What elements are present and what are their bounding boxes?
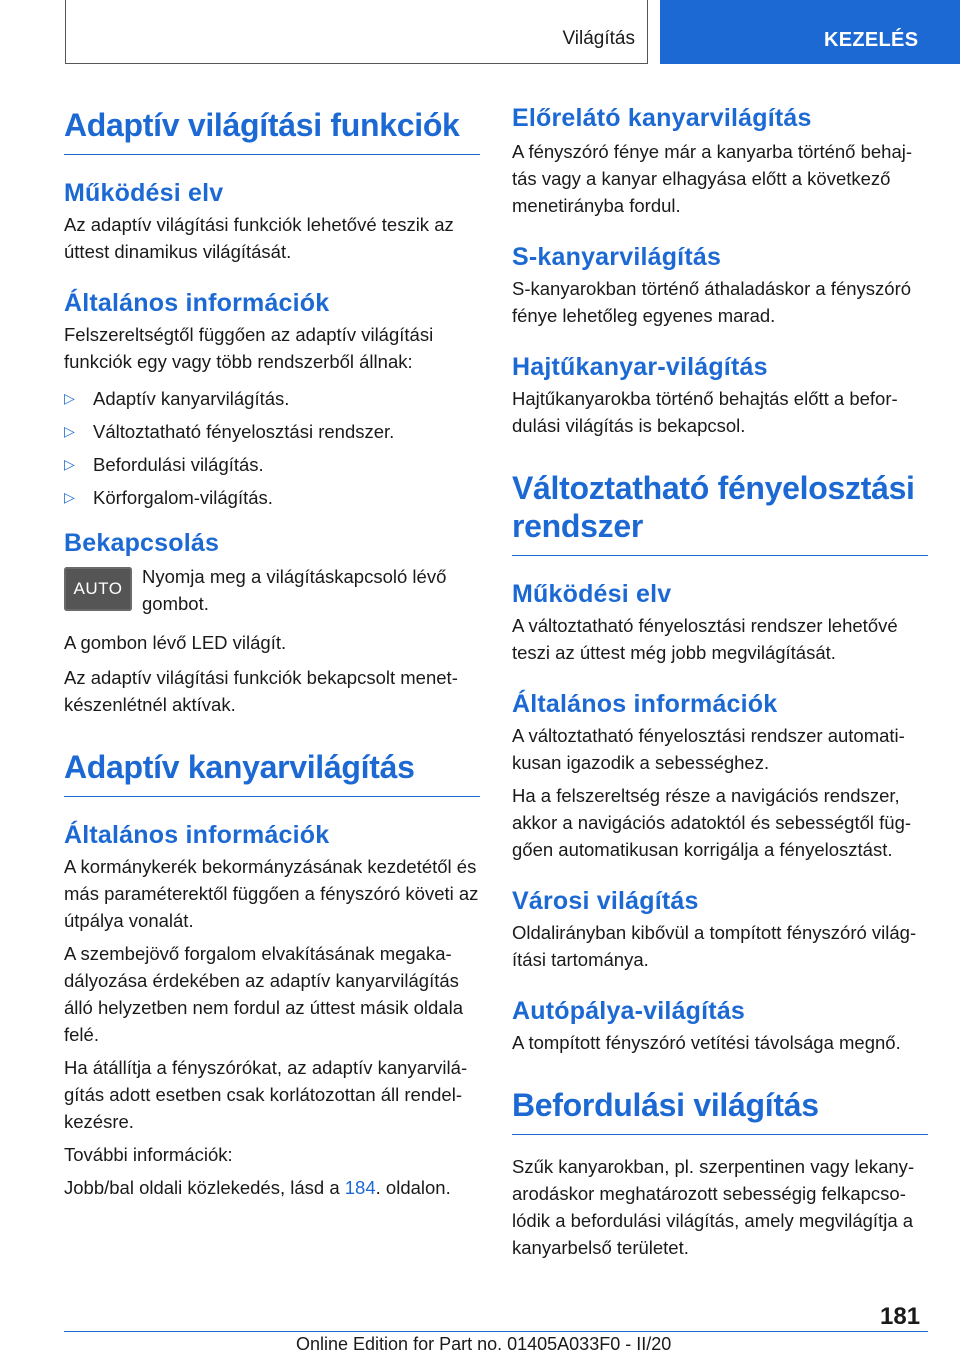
paragraph: A tompított fényszóró vetítési távolsága megnő.	[512, 1032, 901, 1053]
heading-general-info: Általános információk	[64, 289, 330, 317]
heading-general-info: Általános információk	[64, 821, 330, 849]
triangle-bullet-icon: ▷	[64, 390, 75, 406]
page-number: 181	[880, 1303, 921, 1330]
heading-working-principle: Működési elv	[64, 179, 224, 207]
paragraph: A változtatható fényelosztási rendszer automatikusan igazodik a sebességhez.	[512, 725, 905, 773]
paragraph: S-kanyarokban történő áthaladáskor a fényszóró fénye lehetőleg egyenes marad.	[512, 278, 912, 326]
left-column	[64, 100, 480, 1201]
right-column	[512, 100, 928, 1261]
footer-divider	[64, 1331, 928, 1332]
paragraph: Szűk kanyarokban, pl. szerpentinen vagy lekanyarodáskor meghatározott sebességig felkapcsolódik a befordulási világítás, amely megvilágítja a kanyarbelső területet.	[512, 1156, 915, 1258]
auto-button-row	[64, 567, 480, 617]
list-item: ▷ Befordulási világítás.	[64, 451, 480, 478]
paragraph: A kormánykerék bekormányzásának kezdetétől és más paraméterektől függően a fényszóró követi az útpálya vonalát.	[64, 856, 479, 931]
list-item: ▷ Körforgalom-világítás.	[64, 484, 480, 511]
paragraph: A változtatható fényelosztási rendszer lehetővé teszi az úttest még jobb megvilágítását.	[512, 615, 898, 663]
paragraph: Az adaptív világítási funkciók lehetővé teszik az úttest dinamikus világítását.	[64, 214, 454, 262]
header-box	[65, 0, 648, 64]
heading-hairpin-light: Hajtűkanyar-világítás	[512, 353, 768, 381]
heading-general-info: Általános információk	[512, 690, 778, 718]
paragraph: A szembejövő forgalom elvakításának megakadályozása érdekében az adaptív kanyarvilágítás álló helyzetben nem fordul az úttest másik oldala felé.	[64, 943, 463, 1045]
triangle-bullet-icon: ▷	[64, 456, 75, 472]
heading-city-light: Városi világítás	[512, 887, 699, 915]
heading-adaptive-lighting: Adaptív világítási funkciók	[64, 106, 480, 155]
paragraph-cross-reference: Jobb/bal oldali közlekedés, lásd a 184. oldalon.	[64, 1177, 451, 1198]
paragraph: Ha a felszereltség része a navigációs rendszer, akkor a navigációs adatoktól és sebességtől függően automatikusan korrigálja a fényelosztást.	[512, 785, 912, 860]
paragraph: További információk:	[64, 1144, 233, 1165]
heading-working-principle: Működési elv	[512, 580, 672, 608]
heading-predictive-curve-light: Előrelátó kanyarvilágítás	[512, 104, 812, 132]
paragraph: Az adaptív világítási funkciók bekapcsolt menetkészenlétnél aktívak.	[64, 667, 458, 715]
header-chapter-tab: KEZELÉS	[660, 0, 960, 64]
triangle-bullet-icon: ▷	[64, 423, 75, 439]
heading-variable-light-distribution: Változtatható fényelosztási rendszer	[512, 469, 928, 556]
heading-turning-light: Befordulási világítás	[512, 1086, 928, 1135]
list-item: ▷ Változtatható fényelosztási rendszer.	[64, 418, 480, 445]
list-item: ▷ Adaptív kanyarvilágítás.	[64, 385, 480, 412]
paragraph: Felszereltségtől függően az adaptív világítási funkciók egy vagy több rendszerből állnak:	[64, 324, 434, 372]
paragraph: Ha átállítja a fényszórókat, az adaptív kanyarvilágítás adott esetben csak korlátozottan áll rendelkezésre.	[64, 1057, 468, 1132]
header-section-title: Világítás	[562, 28, 635, 49]
heading-motorway-light: Autópálya-világítás	[512, 997, 746, 1025]
page-reference-link[interactable]: 184	[344, 1177, 376, 1198]
paragraph: Nyomja meg a világításkapcsoló lévő gombot.	[142, 566, 447, 614]
heading-switch-on: Bekapcsolás	[64, 529, 220, 557]
auto-button-icon: AUTO	[64, 567, 132, 611]
heading-s-curve-light: S-kanyarvilágítás	[512, 243, 722, 271]
heading-adaptive-curve-light: Adaptív kanyarvilágítás	[64, 748, 480, 797]
triangle-bullet-icon: ▷	[64, 489, 75, 505]
paragraph: A fényszóró fénye már a kanyarba történő behajtás vagy a kanyar elhagyása előtt a következő menetirányba fordul.	[512, 141, 913, 216]
footer-edition: Online Edition for Part no. 01405A033F0 - II/20	[296, 1334, 672, 1354]
paragraph: Hajtűkanyarokba történő behajtás előtt a befordulási világítás is bekapcsol.	[512, 388, 898, 436]
feature-list	[64, 385, 480, 511]
paragraph: Oldalirányban kibővül a tompított fényszóró világítási tartománya.	[512, 922, 917, 970]
paragraph: A gombon lévő LED világít.	[64, 632, 287, 653]
